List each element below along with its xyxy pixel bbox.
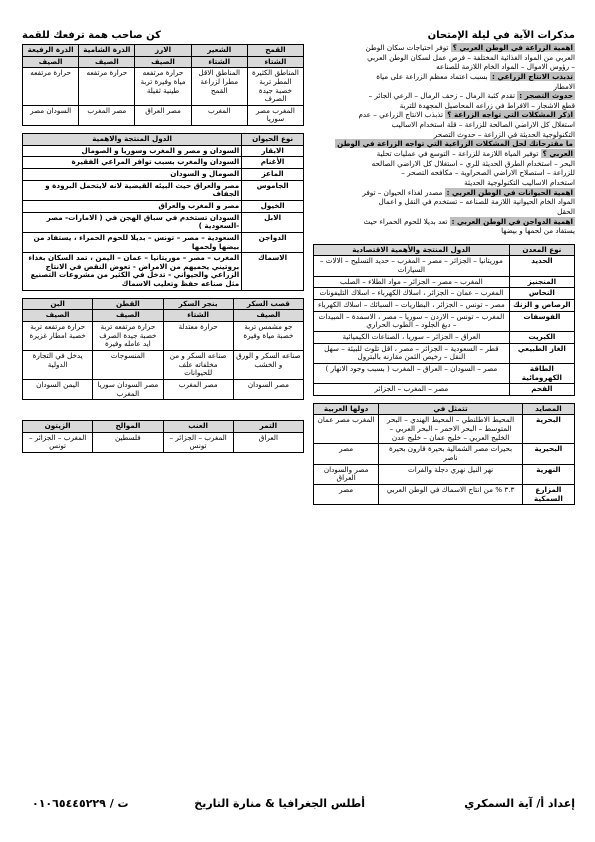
table-cell: المغرب مصر عمان <box>314 415 379 444</box>
table-row <box>23 169 304 181</box>
page-slogan: كن صاحب همة ترفعك للقمة <box>22 30 161 41</box>
table-row <box>314 484 575 504</box>
note-text: العربي من المواد الغذائية المختلفة – فرص عمل لسكان الوطن العربي <box>367 52 575 62</box>
table-row <box>314 363 575 383</box>
table-cell: حرارة مرتفعه <box>23 68 79 106</box>
table-cell: المزارع السمكية <box>522 484 574 504</box>
table-cell: الأغنام <box>242 157 304 169</box>
table-cell: الصيف <box>23 310 93 322</box>
phone-number: ت / ٠١٠٦٥٤٤٥٢٢٩ <box>32 796 129 810</box>
table-cell: الغاز الطبيعي <box>509 343 574 363</box>
table-cell: الجاموس <box>242 180 304 200</box>
fisheries-table <box>313 403 575 505</box>
table-cell: الشتاء <box>247 56 303 68</box>
table-row <box>314 343 575 363</box>
table-cell: المناطق الاقل مطرا لزراعة القمح <box>191 68 247 106</box>
table-cell: حرارة مرتفعه <box>79 68 135 106</box>
table-cell: الصيف <box>135 56 191 68</box>
table-cell: مصر العراق <box>135 105 191 125</box>
table-cell: مصر – تونس – الجزائر ، البطاريات – السبائك – اسلاك الكهرباء <box>314 300 510 312</box>
table-cell: المغرب – مصر – موريتانيا – عمان – اليمن ، تمد السكان بغذاء بروتيني يحميهم من الامراض - تعوض النقص في الانتاج الزراعي والحيواني - تدخل في الكثير من مشروعات التصنيع مثل صناعه حفظ وتعليب الاسماك <box>23 253 242 291</box>
note-text: المواد الخام الحيوانية اللازمة للصناعه – تستخدم في النقل و اعمال <box>378 197 575 207</box>
table-cell: اليمن السودان <box>23 379 93 399</box>
table-cell: الفوسفات <box>509 311 574 331</box>
table-header: نوع الحيوان <box>242 134 304 146</box>
table-row <box>23 350 304 379</box>
table-cell: ٣.٣ % من انتاج الاسماك في الوطن العربي <box>379 484 523 504</box>
table-header: قصب السكر <box>233 298 303 310</box>
note-text: توفر احتياجات سكان الوطن <box>365 43 451 52</box>
author-credit: إعداد أ/ آية السمكري <box>464 796 575 810</box>
table-cell: مصر والسودان العراق <box>314 464 379 484</box>
table-cell: مصر – السودان – العراق – المغرب ( بسبب وجود الانهار ) <box>314 363 510 383</box>
table-header: الدول المنتجة والاهمية <box>23 134 242 146</box>
note-text: مصدر لغذاء الحيوان – توفر <box>362 187 445 197</box>
table-cell: مصر السودان سوريا المغرب <box>93 379 163 399</box>
table-cell: المغرب – تونس – الاردن – سوريا – مصر ، الاسمدة – المبيدات – دبغ الجلود – الطوب الحراري <box>314 311 510 331</box>
note-label: اهمية الحيوانات في الوطن العربي : <box>446 187 573 197</box>
publication-name: أطلس الجغرافيا & منارة التاريخ <box>194 796 365 810</box>
table-cell: موريتانيا – الجزائر – مصر – المغرب – حديد التسليح – الالات – السيارات <box>314 256 510 276</box>
right-column <box>313 44 575 505</box>
table-cell: المنجنيز <box>509 276 574 288</box>
table-cell: الماعز <box>242 169 304 181</box>
table-header: الذرة الشامية <box>79 45 135 57</box>
table-cell: السودان والمغرب بسبب توافر المراعي الفقيرة <box>23 157 242 169</box>
note-text: الحقل <box>557 206 575 216</box>
table-cell: بحيرات مصر الشمالية بحيرة قارون بحيرة ناصر <box>379 444 523 464</box>
table-cell: المحيط الاطلنطي – المحيط الهندي – البحر المتوسط – البحر الاحمر – البحر العربي – الخليج العربي – خليج عمان – خليج عدن <box>379 415 523 444</box>
table-row <box>314 415 575 444</box>
table-row <box>23 379 304 399</box>
table-cell: فلسطين <box>93 432 163 452</box>
agriculture-notes <box>313 44 575 236</box>
table-cell: الطاقة الكهرومائية <box>509 363 574 383</box>
table-row <box>314 311 575 331</box>
table-header: العنب <box>163 421 233 433</box>
table-cell: يدخل في التجارة الدولية <box>23 350 93 379</box>
table-cell: صناعه السكر و الورق و الخشب <box>233 350 303 379</box>
table-header: بنجر السكر <box>163 298 233 310</box>
table-cell: الصيف <box>233 310 303 322</box>
page-title: مذكرات الآية في ليلة الإمتحان <box>427 30 575 41</box>
table-cell: الشتاء <box>163 310 233 322</box>
table-row <box>314 384 575 396</box>
table-row <box>314 444 575 464</box>
table-cell: الابقار <box>242 145 304 157</box>
table-header: الموالح <box>93 421 163 433</box>
table-cell: النهرية <box>522 464 574 484</box>
table-cell: العراق <box>233 432 303 452</box>
table-header: الارز <box>135 45 191 57</box>
table-cell: العراق – الجزائر – سوريا ، الصناعات الكيميائية <box>314 331 510 343</box>
table-cell: السودان و مصر و المغرب وسوريا و الصومال <box>23 145 242 157</box>
table-cell: مصر والعراق حيث البيئه القيضية لانه لايتحمل البرودة و الجفاف <box>23 180 242 200</box>
table-cell: السودان مصر <box>23 105 79 125</box>
table-cell: الاسماك <box>242 253 304 291</box>
note-text: تذبذب الانتاج الزراعي – عدم <box>358 110 446 120</box>
table-row <box>314 464 575 484</box>
table-row <box>23 232 304 252</box>
note-text: للزراعة – استصلاح الاراضي الصحراوية – مكافحه التصحر – <box>401 168 575 178</box>
table-cell: الفحم <box>509 384 574 396</box>
table-cell: الدواجن <box>242 232 304 252</box>
note-text: قطع الاشجار – الافراط في زراعه المحاصيل المجهدة للتربة <box>399 100 575 110</box>
minerals-table <box>313 244 575 396</box>
table-row <box>23 200 304 212</box>
table-row <box>23 432 304 452</box>
table-cell: المغرب مصر سوريا <box>247 105 303 125</box>
table-header: دولها العربية <box>314 403 379 415</box>
table-header: الذرة الرفيعة <box>23 45 79 57</box>
table-row <box>314 288 575 300</box>
table-cell: الابل <box>242 212 304 232</box>
table-row <box>314 256 575 276</box>
table-cell: الخيول <box>242 200 304 212</box>
table-row <box>23 310 304 322</box>
note-text: بسبب اعتماد معظم الزراعة على مياة <box>376 71 490 81</box>
animals-table <box>22 133 304 291</box>
table-cell: حرارة معتدلة <box>163 322 233 351</box>
table-cell: السعودية – مصر – تونس – بديلا للحوم الحمراء ، يستفاد من بيضها ولحمها <box>23 232 242 252</box>
note-text: تعد بديلا للحوم الحمراء حيث <box>363 216 450 226</box>
table-cell: جو مشمس تربة خصبة مياة وفيرة <box>233 322 303 351</box>
table-cell: مصر <box>314 484 379 504</box>
table-cell: حرارة مرتفعه تربة خصبة جيدة الصرف ايد عامله وفيرة <box>93 322 163 351</box>
table-cell: المغرب – الجزائر – تونس <box>163 432 233 452</box>
note-text: استغلال كل الاراضي الصالحة للزراعة – قلة استخدام الاساليب <box>391 120 575 130</box>
note-text: يستفاد من لحمها و بيضها <box>501 226 575 236</box>
table-header: تتمثل في <box>379 403 523 415</box>
note-label: حدوث التصحر : <box>519 91 573 101</box>
left-column <box>22 44 304 453</box>
table-cell: نهر النيل نهري دجلة والفرات <box>379 464 523 484</box>
table-row <box>23 253 304 291</box>
note-text: تقدم كثبة الرمال – زحف الرمال – الرعي الجائر – <box>368 91 518 101</box>
table-header: البن <box>23 298 93 310</box>
fruits-table <box>22 420 304 453</box>
table-cell: الرصاص و الزنك <box>509 300 574 312</box>
table-cell: قطر – السعودية – الجزائر – مصر ، اقل تلوث للبيئة – سهل النقل – رخيص الثمن مقارنه بالبترول <box>314 343 510 363</box>
note-label: تذبذب الانتاج الزراعي : <box>491 71 573 81</box>
table-cell: الكبريت <box>509 331 574 343</box>
table-row <box>23 145 304 157</box>
note-text: توفير المياة اللازمة للزراعة – التوسع في عمليات تحلية <box>376 149 541 159</box>
table-row <box>314 276 575 288</box>
table-cell: الصومال و السودان <box>23 169 242 181</box>
note-label: اذكر المشكلات التي تواجه الزراعة ؟ <box>447 110 573 120</box>
table-cell: مصر <box>314 444 379 464</box>
table-cell: المغرب – عمان – الجزائر ، اسلاك الكهرباء – اسلاك التليفونات <box>314 288 510 300</box>
table-cell: البحيرية <box>522 444 574 464</box>
table-cell: المغرب – الجزائر – تونس <box>23 432 93 452</box>
table-header: المصايد <box>522 403 574 415</box>
table-cell: مصر و المغرب والعراق <box>23 200 242 212</box>
page <box>22 22 575 822</box>
table-row <box>314 331 575 343</box>
table-cell: الصيف <box>93 310 163 322</box>
table-cell: السودان تستخدم في سباق الهجن في ( الامارات- مصر -السعودية ) <box>23 212 242 232</box>
note-text: استخدام الاساليب التكنولوجية الحديثة <box>464 177 575 187</box>
table-row <box>23 68 304 106</box>
table-cell: النحاس <box>509 288 574 300</box>
table-cell: مصر المغرب <box>79 105 135 125</box>
note-text: التكنولوجية الحديثة في الزراعة – حدوث التصحر <box>433 129 575 139</box>
table-header: الزيتون <box>23 421 93 433</box>
industrial-crops-table <box>22 298 304 400</box>
table-cell: المغرب <box>191 105 247 125</box>
table-cell: صناعه السكر و من مخلفاته علف للحيوانات <box>163 350 233 379</box>
table-cell: المغرب – مصر – الجزائر – مواد الطلاء – الصلب <box>314 276 510 288</box>
note-text: الامطار <box>553 81 575 91</box>
table-row <box>314 300 575 312</box>
table-cell: الصيف <box>79 56 135 68</box>
note-label: اهمية الدواجن في الوطن العربي : <box>451 216 573 226</box>
table-row <box>23 180 304 200</box>
crops-table <box>22 44 304 126</box>
note-label: اهمية الزراعة في الوطن العربي ؟ <box>452 43 573 52</box>
table-row <box>23 105 304 125</box>
table-cell: حرارة مرتفعه تربة خصبة امطار غزيرة <box>23 322 93 351</box>
note-label: العربي ؟ <box>542 149 573 159</box>
table-row <box>23 56 304 68</box>
note-text: – رؤوس الاموال – المواد الخام اللازمة للصناعه <box>436 62 575 72</box>
table-header: نوع المعدن <box>509 244 574 256</box>
table-cell: الشتاء <box>191 56 247 68</box>
table-cell: مصر المغرب <box>163 379 233 399</box>
table-header: القمح <box>247 45 303 57</box>
table-row <box>23 212 304 232</box>
table-cell: مصر السودان <box>233 379 303 399</box>
table-cell: الصيف <box>23 56 79 68</box>
table-row <box>23 322 304 351</box>
table-cell: مصر – المغرب – الجزائر <box>314 384 510 396</box>
table-cell: البحرية <box>522 415 574 444</box>
note-label: ما مقترحاتك لحل المشكلات الزراعية التي تواجه الزراعة في الوطن <box>337 139 573 149</box>
table-header: التمر <box>233 421 303 433</box>
note-text: البحر – استخدام الطرق الحديثة للري – استغلال كل الاراضي الصالحه <box>371 158 575 168</box>
table-cell: الحديد <box>509 256 574 276</box>
table-header: الدول المنتجة والأهمية الاقتصادية <box>314 244 510 256</box>
table-header: الشعير <box>191 45 247 57</box>
table-cell: المنسوجات <box>93 350 163 379</box>
table-row <box>23 157 304 169</box>
table-header: القطن <box>93 298 163 310</box>
table-cell: المناطق الكثيرة المطر تربة خصبة جيدة الصرف <box>247 68 303 106</box>
table-cell: حرارة مرتفعه مياة وفيرة تربة طينية ثقيلة <box>135 68 191 106</box>
